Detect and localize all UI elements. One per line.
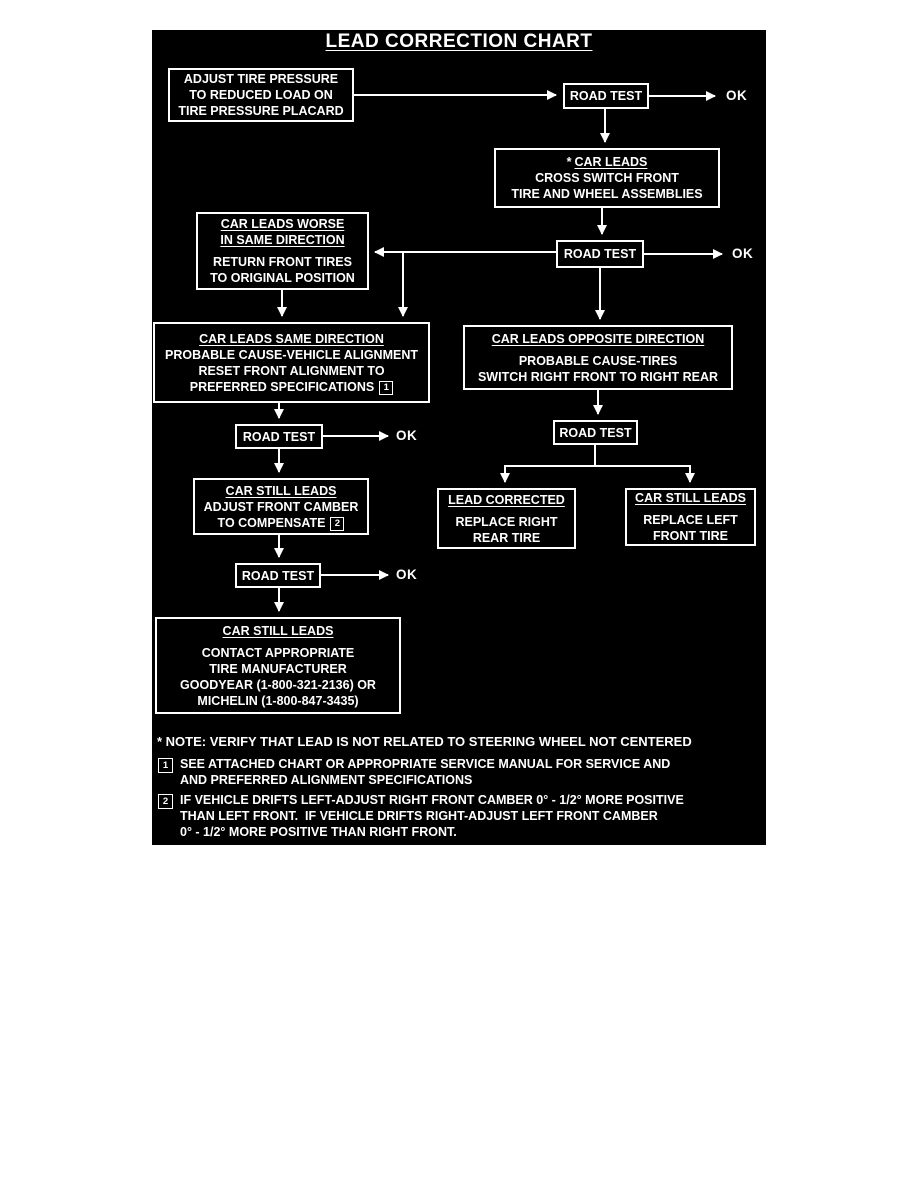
box-line: TIRE MANUFACTURER — [209, 661, 347, 676]
footnote-line: IF VEHICLE DRIFTS LEFT-ADJUST RIGHT FRONT CAMBER 0° - 1/2° MORE POSITIVE — [180, 793, 684, 807]
box-line: CONTACT APPROPRIATE — [201, 645, 355, 660]
road-test-label: ROAD TEST — [242, 429, 316, 444]
chart-title: LEAD CORRECTION CHART — [325, 31, 593, 52]
node-car-leads-same-direction — [153, 322, 430, 403]
footnote-marker-2: 2 — [330, 517, 344, 531]
box-line: TIRE AND WHEEL ASSEMBLIES — [511, 187, 703, 201]
box-line: REPLACE RIGHT — [455, 514, 558, 529]
footnote-line: AND PREFERRED ALIGNMENT SPECIFICATIONS — [180, 773, 473, 787]
ok-label-4: OK — [396, 567, 418, 582]
box-heading: CAR STILL LEADS — [222, 623, 334, 638]
ok-label-1: OK — [726, 88, 748, 103]
box-line: RETURN FRONT TIRES — [213, 255, 352, 269]
node-car-still-leads-front — [625, 488, 756, 546]
footnote-asterisk: * — [566, 155, 572, 169]
footnote-line: THAN LEFT FRONT. IF VEHICLE DRIFTS RIGHT-ADJUST LEFT FRONT CAMBER — [180, 809, 658, 823]
road-test-label: ROAD TEST — [569, 89, 643, 103]
box-line: TO ORIGINAL POSITION — [210, 271, 355, 285]
box-line: TO REDUCED LOAD ON — [189, 88, 333, 102]
box-line: CROSS SWITCH FRONT — [535, 171, 679, 185]
node-road-test-2 — [556, 240, 644, 268]
box-line: MICHELIN (1-800-847-3435) — [197, 693, 359, 708]
box-line: GOODYEAR (1-800-321-2136) OR — [180, 677, 376, 692]
box-heading: IN SAME DIRECTION — [220, 233, 345, 247]
box-line: PROBABLE CAUSE-VEHICLE ALIGNMENT — [164, 347, 418, 362]
footnote-2 — [158, 792, 684, 840]
box-line: REAR TIRE — [472, 530, 541, 545]
road-test-label: ROAD TEST — [559, 425, 632, 440]
node-road-test-4 — [235, 563, 321, 588]
node-car-still-leads-contact — [155, 617, 401, 714]
road-test-label: ROAD TEST — [241, 568, 315, 583]
footnote-line: 0° - 1/2° MORE POSITIVE THAN RIGHT FRONT. — [180, 825, 457, 839]
box-heading-line — [567, 154, 648, 170]
footnote-marker-1: 1 — [379, 381, 393, 395]
box-line: PROBABLE CAUSE-TIRES — [518, 353, 678, 368]
box-line — [190, 379, 394, 395]
box-heading: CAR LEADS SAME DIRECTION — [199, 331, 384, 346]
box-line-text: TO COMPENSATE — [217, 515, 326, 530]
box-line: RESET FRONT ALIGNMENT TO — [198, 363, 385, 378]
box-line: SWITCH RIGHT FRONT TO RIGHT REAR — [477, 369, 719, 384]
footnote-2-text — [180, 792, 684, 840]
node-car-still-leads-camber — [193, 478, 369, 535]
ok-label-2: OK — [732, 246, 754, 261]
box-heading: CAR STILL LEADS — [635, 491, 746, 505]
node-road-test-3 — [235, 424, 323, 449]
box-heading: CAR LEADS WORSE — [220, 217, 345, 231]
footnote-1-text — [180, 756, 670, 788]
node-road-test-1 — [563, 83, 649, 109]
node-car-leads-worse — [196, 212, 369, 290]
box-line — [218, 515, 345, 531]
node-car-leads-opposite-direction — [463, 325, 733, 390]
box-heading: CAR LEADS — [574, 155, 648, 169]
footnote-line: SEE ATTACHED CHART OR APPROPRIATE SERVICE MANUAL FOR SERVICE AND — [180, 757, 671, 771]
box-line: ADJUST TIRE PRESSURE — [183, 72, 339, 86]
box-line-text: PREFERRED SPECIFICATIONS — [189, 379, 375, 394]
footnote-1-marker: 1 — [158, 758, 173, 773]
box-line: REPLACE LEFT — [643, 513, 738, 527]
node-road-test-5 — [553, 420, 638, 445]
ok-label-3: OK — [396, 428, 418, 443]
footnote-2-marker: 2 — [158, 794, 173, 809]
footnote-1 — [158, 756, 670, 788]
node-adjust-tire-pressure — [168, 68, 354, 122]
node-car-leads-cross-switch — [494, 148, 720, 208]
box-line: ADJUST FRONT CAMBER — [203, 499, 359, 514]
box-heading: LEAD CORRECTED — [448, 492, 565, 507]
box-line: TIRE PRESSURE PLACARD — [178, 104, 344, 118]
lead-correction-chart — [152, 30, 766, 845]
road-test-label: ROAD TEST — [563, 247, 637, 261]
box-heading: CAR STILL LEADS — [225, 483, 337, 498]
box-heading: CAR LEADS OPPOSITE DIRECTION — [491, 331, 705, 346]
node-lead-corrected — [437, 488, 576, 549]
footnote-steering-note: * NOTE: VERIFY THAT LEAD IS NOT RELATED TO STEERING WHEEL NOT CENTERED — [157, 734, 692, 749]
box-line: FRONT TIRE — [653, 529, 728, 543]
